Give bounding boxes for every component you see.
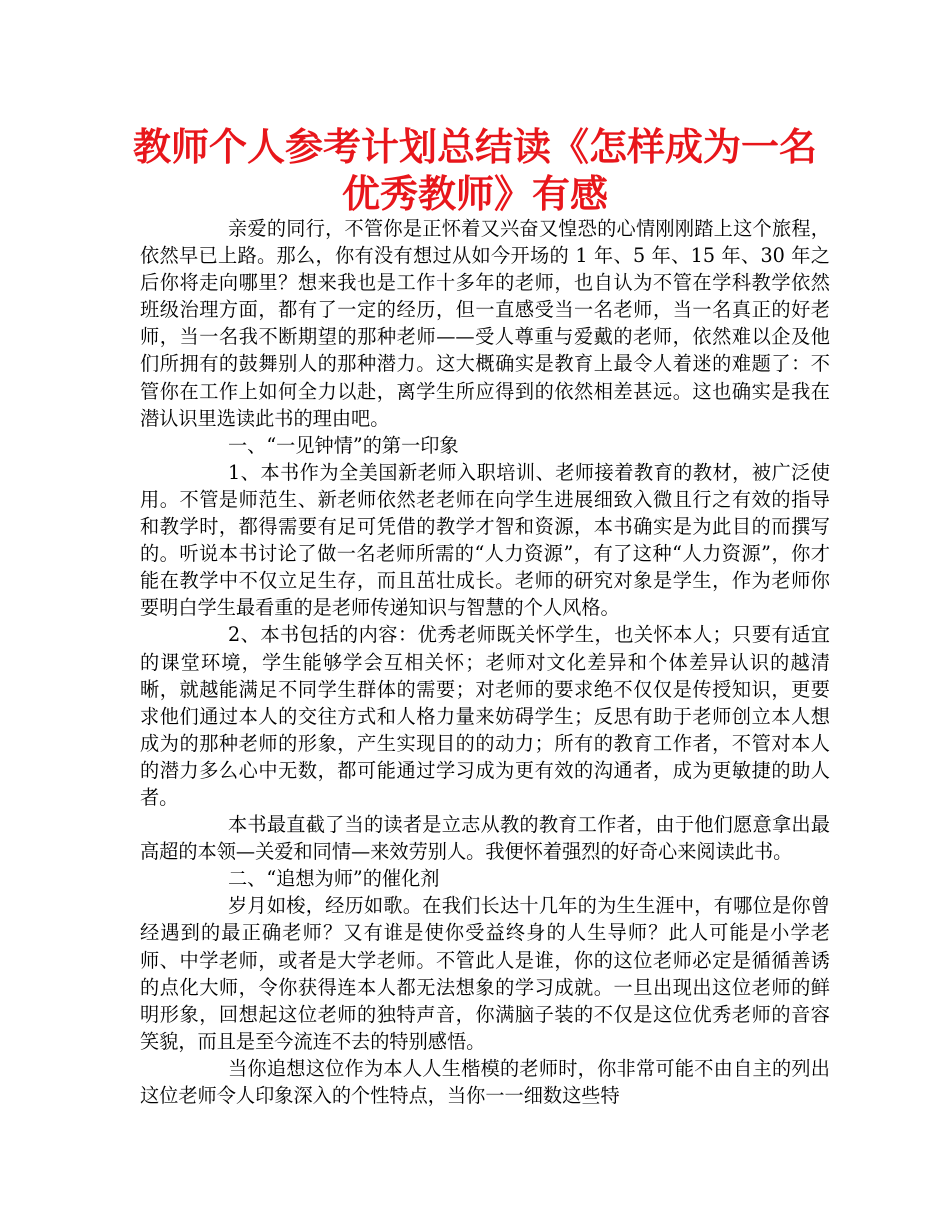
body-paragraph: 当你追想这位作为本人人生楷模的老师时，你非常可能不由自主的列出这位老师令人印象深入的个性特点，当你一一细数这些特 (140, 1056, 830, 1107)
body-paragraph: 2、本书包括的内容：优秀老师既关怀学生，也关怀本人；只要有适宜的课堂环境，学生能够学会互相关怀；老师对文化差异和个体差异认识的越清晰，就越能满足不同学生群体的需要；对老师的要求绝不仅仅是传授知识，更要求他们通过本人的交往方式和人格力量来妨碍学生；反思有助于老师创立本人想成为的那种老师的形象，产生实现目的的动力；所有的教育工作者，不管对本人的潜力多么心中无数，都可能通过学习成为更有效的沟通者，成为更敏捷的助人者。 (140, 623, 830, 809)
body-paragraph: 1、本书作为全美国新老师入职培训、老师接着教育的教材，被广泛使用。不管是师范生、新老师依然老老师在向学生进展细致入微且行之有效的指导和教学时，都得需要有足可凭借的教学才智和资源，本书确实是为此目的而撰写的。听说本书讨论了做一名老师所需的“人力资源”，有了这种“人力资源”，你才能在教学中不仅立足生存，而且茁壮成长。老师的研究对象是学生，作为老师你要明白学生最看重的是老师传递知识与智慧的个人风格。 (140, 460, 830, 620)
body-paragraph: 岁月如梭，经历如歌。在我们长达十几年的为生生涯中，有哪位是你曾经遇到的最正确老师？又有谁是使你受益终身的人生导师？此人可能是小学老师、中学老师，或者是大学老师。不管此人是谁，你的这位老师必定是循循善诱的点化大师，令你获得连本人都无法想象的学习成就。一旦出现出这位老师的鲜明形象，回想起这位老师的独特声音，你满脑子装的不仅是这位优秀老师的音容笑貌，而且是至今流连不去的特别感悟。 (140, 894, 830, 1053)
document-title-line-1: 教师个人参考计划总结读《怎样成为一名 (132, 125, 817, 169)
section-heading-1: 一、“一见钟情”的第一印象 (228, 433, 459, 457)
intro-paragraph: 亲爱的同行，不管你是正怀着又兴奋又惶恐的心情刚刚踏上这个旅程，依然早已上路。那么，你有没有想过从如今开场的 1 年、5 年、15 年、30 年之后你将走向哪里？想来我也是工作十多年的老师，也自认为不管在学科教学依然班级治理方面，都有了一定的经历，但一直感受当一名老师，当一名真正的好老师，当一名我不断期望的那种老师——受人尊重与爱戴的老师，依然难以企及他们所拥有的鼓舞别人的那种潜力。这大概确实是教育上最令人着迷的难题了：不管你在工作上如何全力以赴，离学生所应得到的依然相差甚远。这也确实是我在潜认识里选读此书的理由吧。 (140, 217, 830, 430)
document-title-line-2: 优秀教师》有感 (341, 172, 608, 216)
section-heading-2: 二、“追想为师”的催化剂 (228, 867, 440, 891)
document-body (140, 215, 830, 1109)
body-paragraph: 本书最直截了当的读者是立志从教的教育工作者，由于他们愿意拿出最高超的本领—关爱和同情—来效劳别人。我便怀着强烈的好奇心来阅读此书。 (140, 813, 830, 864)
